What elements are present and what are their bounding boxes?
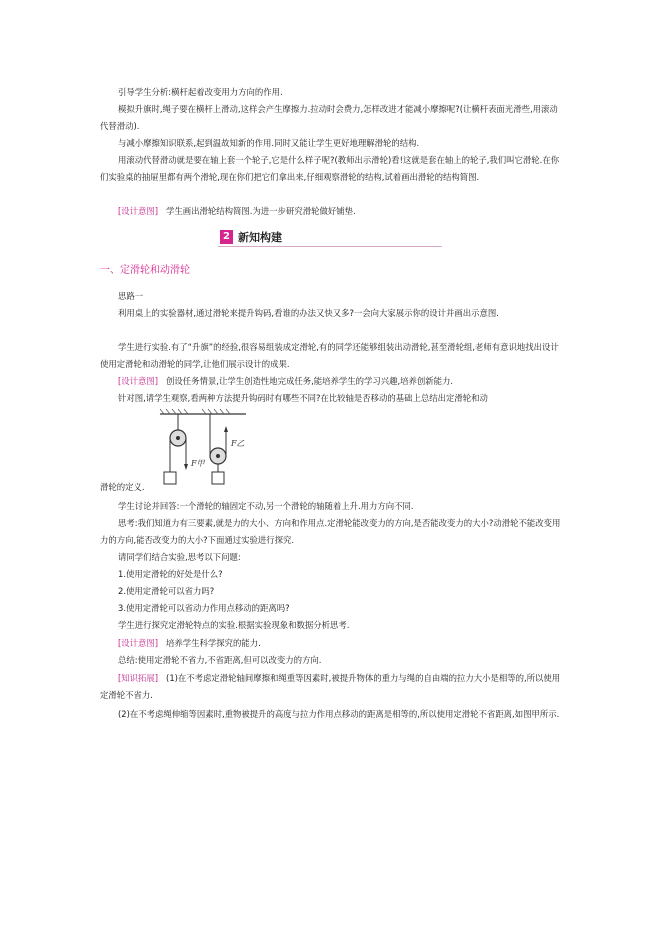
paragraph-2: 模拟升旗时,绳子要在横杆上滑动,这样会产生摩擦力.拉动时会费力,怎样改进才能减小摩擦呢?(让横杆表面光滑些,用滚动代替滑动). xyxy=(100,104,558,131)
question-2: 2.使用定滑轮可以省力吗? xyxy=(118,586,215,596)
design-intent-text: 学生画出滑轮结构简图.为进一步研究滑轮做好铺垫. xyxy=(166,206,356,216)
paragraph-12: 思考:我们知道力有三要素,就是力的大小、方向和作用点.定滑轮能改变力的方向,是否能改变力的大小?动滑轮不能改变用力的方向,能否改变力的大小?下面通过实验进行探究. xyxy=(100,518,561,545)
design-intent-3 xyxy=(100,635,562,652)
paragraph-7: 利用桌上的实验器材,通过滑轮来提升钩码,看谁的办法又快又多?一会向大家展示你的设计并画出示意图. xyxy=(118,308,499,318)
banner-title: 新知构建 xyxy=(238,231,282,244)
paragraph-16: 总结:使用定滑轮不省力,不省距离,但可以改变力的方向. xyxy=(118,655,322,665)
paragraph-idea-1: 思路一 xyxy=(118,291,144,301)
knowledge-extension xyxy=(100,670,562,704)
design-intent-tag: [设计意图] xyxy=(118,206,159,216)
movable-pulley xyxy=(210,414,245,484)
paragraph-8: 学生进行实验.有了“升旗”的经验,很容易组装成定滑轮,有的同学还能够组装出动滑轮,甚至滑轮组,老师有意识地找出设计使用定滑轮和动滑轮的同学,让他们展示设计的成果. xyxy=(100,342,559,369)
design-intent-1 xyxy=(100,203,562,220)
fixed-pulley xyxy=(164,414,206,484)
paragraph-18: (2)在不考虑绳伸缩等因素时,重物被提升的高度与拉力作用点移动的距离是相等的,所以使用定滑轮不省距离,如图甲所示. xyxy=(118,709,560,719)
paragraph-10: 针对图,请学生观察,看两种方法提升钩码时有哪些不同?在比较轴是否移动的基础上总结出定滑轮和动 xyxy=(118,393,488,403)
question-3: 3.使用定滑轮可以省动力作用点移动的距离吗? xyxy=(118,603,290,613)
knowledge-extension-tag: [知识拓展] xyxy=(118,673,159,683)
design-intent-text: 创设任务情景,让学生创造性地完成任务,能培养学生的学习兴趣,培养创新能力. xyxy=(166,376,454,386)
paragraph-11: 学生讨论并回答:一个滑轮的轴固定不动,另一个滑轮的轴随着上升.用力方向不同. xyxy=(118,501,414,511)
paragraph-3: 与减小摩擦知识联系,起到温故知新的作用.同时又能让学生更好地理解滑轮的结构. xyxy=(118,138,420,148)
question-1: 1.使用定滑轮的好处是什么? xyxy=(118,569,223,579)
section-heading: 一、定滑轮和动滑轮 xyxy=(100,265,190,276)
paragraph-4: 用滚动代替滑动就是要在轴上套一个轮子,它是什么样子呢?(教师出示滑轮)看!这就是套在轴上的轮子,我们叫它滑轮.在你们实验桌的抽屉里都有两个滑轮,现在你们把它们拿出来,仔细观察滑轮的结构,试着画出滑轮的结构简图. xyxy=(100,155,560,182)
banner-number: 2 xyxy=(220,230,233,244)
design-intent-tag: [设计意图] xyxy=(118,376,159,386)
force-label-jia: F甲 xyxy=(191,459,205,468)
paragraph-10b: 滑轮的定义. xyxy=(100,482,145,492)
paragraph-13: 请同学们结合实验,思考以下问题: xyxy=(118,552,241,562)
design-intent-2 xyxy=(100,373,562,390)
force-label-yi: F乙 xyxy=(231,439,245,448)
paragraph-1: 引导学生分析:横杆起着改变用力方向的作用. xyxy=(118,87,283,97)
knowledge-extension-text: (1)在不考虑定滑轮轴间摩擦和绳重等因素时,被提升物体的重力与绳的自由端的拉力大小是相等的,所以使用定滑轮不省力. xyxy=(100,673,561,700)
section-banner xyxy=(218,229,442,247)
paragraph-14: 学生进行探究定滑轮特点的实验.根据实验现象和数据分析思考. xyxy=(118,620,350,630)
design-intent-text: 培养学生科学探究的能力. xyxy=(166,638,261,648)
design-intent-tag: [设计意图] xyxy=(118,638,159,648)
